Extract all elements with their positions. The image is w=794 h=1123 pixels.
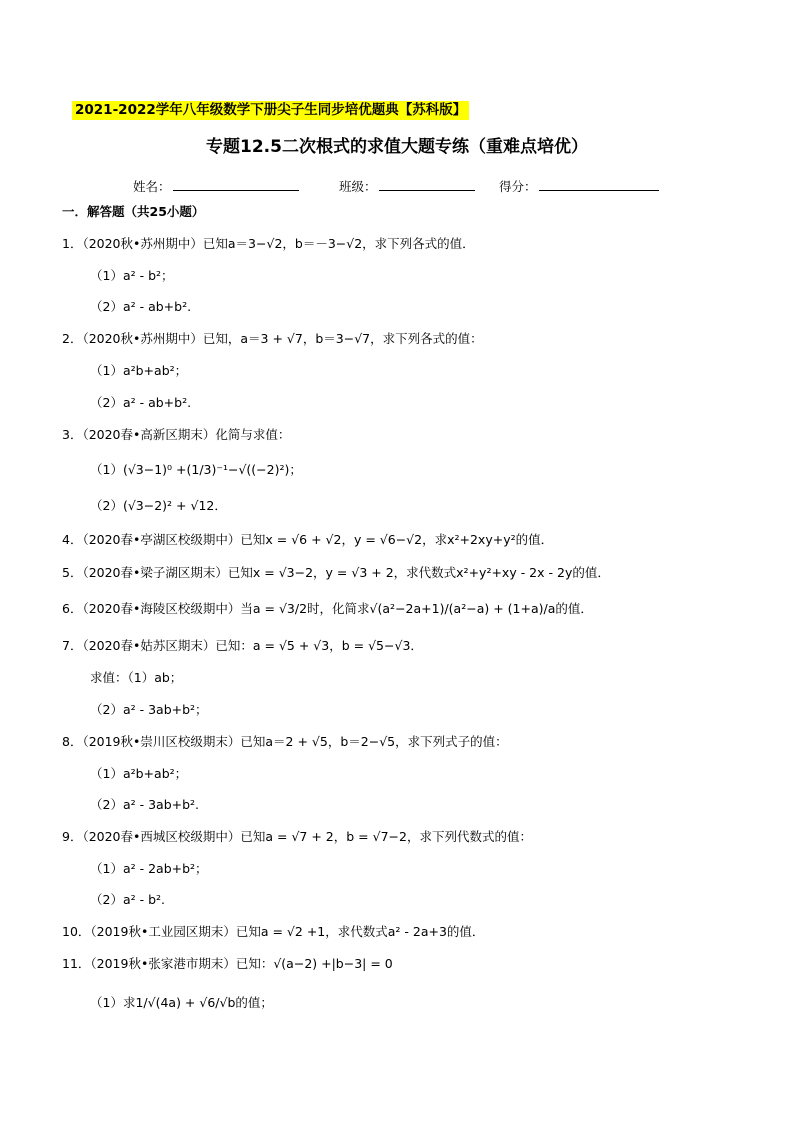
question-5: [62, 564, 610, 582]
page-title: 专题12.5二次根式的求值大题专练（重难点培优）: [206, 137, 588, 157]
question-number: 4．: [62, 532, 83, 547]
question-source: （2020春•亭湖区校级期中）: [82, 532, 241, 547]
question-source: （2019秋•崇川区校级期末）: [82, 734, 241, 749]
question-6: [62, 600, 593, 618]
question-7-part-2: （2）a² - 3ab+b²；: [90, 702, 208, 717]
question-text: 已知x = √3−2，y = √3 + 2，求代数式x²+y²+xy - 2x - 2y的值．: [227, 565, 610, 580]
question-number: 5．: [62, 565, 83, 580]
question-8: [62, 733, 508, 751]
question-text: 已知a = √2 +1，求代数式a² - 2a+3的值．: [235, 924, 485, 939]
class-blank[interactable]: [379, 176, 475, 191]
question-9: [62, 828, 532, 846]
question-8-part-2: （2）a² - 3ab+b².: [90, 797, 200, 812]
question-7: [62, 637, 423, 655]
question-10: [62, 923, 484, 941]
question-number: 9．: [62, 829, 83, 844]
question-9-part-1: （1）a² - 2ab+b²；: [90, 861, 208, 876]
class-field: [339, 176, 475, 196]
question-text: 已知：√(a−2) +|b−3| = 0: [235, 956, 393, 971]
question-source: （2019秋•工业园区期末）: [90, 924, 236, 939]
question-2-part-1: （1）a²b+ab²；: [90, 363, 188, 378]
question-source: （2020秋•苏州期中）: [82, 331, 203, 346]
name-field: [133, 176, 299, 196]
question-11-part-1: （1）求1/√(4a) + √6/√b的值；: [90, 995, 273, 1010]
question-number: 7．: [62, 638, 83, 653]
name-blank[interactable]: [173, 176, 299, 191]
score-field: [499, 176, 659, 196]
question-text: 已知x = √6 + √2，y = √6−√2，求x²+2xy+y²的值．: [240, 532, 554, 547]
name-label: 姓名：: [133, 179, 171, 194]
score-blank[interactable]: [539, 176, 659, 191]
question-source: （2020春•姑苏区期末）: [82, 638, 216, 653]
question-3: [62, 426, 290, 444]
question-text: 已知a＝2 + √5，b＝2−√5，求下列式子的值：: [240, 734, 508, 749]
question-2: [62, 330, 483, 348]
question-number: 2．: [62, 331, 83, 346]
question-7-part-1: 求值：（1）ab；: [90, 670, 183, 685]
question-text: 化简与求值：: [215, 427, 291, 442]
question-1: [62, 235, 475, 253]
class-label: 班级：: [339, 179, 377, 194]
question-8-part-1: （1）a²b+ab²；: [90, 766, 188, 781]
question-2-part-2: （2）a² - ab+b².: [90, 395, 192, 410]
question-text: 已知a＝3−√2，b＝－3−√2，求下列各式的值．: [202, 236, 475, 251]
question-1-part-2: （2）a² - ab+b².: [90, 299, 192, 314]
question-source: （2020春•高新区期末）: [82, 427, 216, 442]
question-source: （2020秋•苏州期中）: [82, 236, 203, 251]
question-number: 6．: [62, 601, 83, 616]
question-4: [62, 531, 553, 549]
question-source: （2020春•西城区校级期中）: [82, 829, 241, 844]
question-number: 11．: [62, 956, 91, 971]
question-source: （2019秋•张家港市期末）: [90, 956, 236, 971]
question-11: [62, 955, 393, 973]
question-text: 已知a = √7 + 2，b = √7−2，求下列代数式的值：: [240, 829, 532, 844]
question-source: （2020春•海陵区校级期中）: [82, 601, 241, 616]
section-heading: 一．解答题（共25小题）: [62, 204, 205, 219]
question-number: 10．: [62, 924, 91, 939]
question-3-part-2: （2）(√3−2)² + √12．: [90, 498, 227, 513]
header-tag: 2021-2022学年八年级数学下册尖子生同步培优题典【苏科版】: [72, 101, 469, 120]
question-text: 已知，a＝3 + √7，b＝3−√7，求下列各式的值：: [202, 331, 483, 346]
question-number: 1．: [62, 236, 83, 251]
score-label: 得分：: [499, 179, 537, 194]
question-text: 当a = √3/2时，化简求√(a²−2a+1)/(a²−a) + (1+a)/a的值．: [240, 601, 593, 616]
question-number: 3．: [62, 427, 83, 442]
question-1-part-1: （1）a² - b²；: [90, 268, 174, 283]
question-number: 8．: [62, 734, 83, 749]
question-9-part-2: （2）a² - b².: [90, 892, 166, 907]
question-text: 已知：a = √5 + √3，b = √5−√3．: [215, 638, 423, 653]
question-3-part-1: （1）(√3−1)⁰ +(1/3)⁻¹−√((−2)²)；: [90, 462, 302, 477]
question-source: （2020春•梁子湖区期末）: [82, 565, 228, 580]
